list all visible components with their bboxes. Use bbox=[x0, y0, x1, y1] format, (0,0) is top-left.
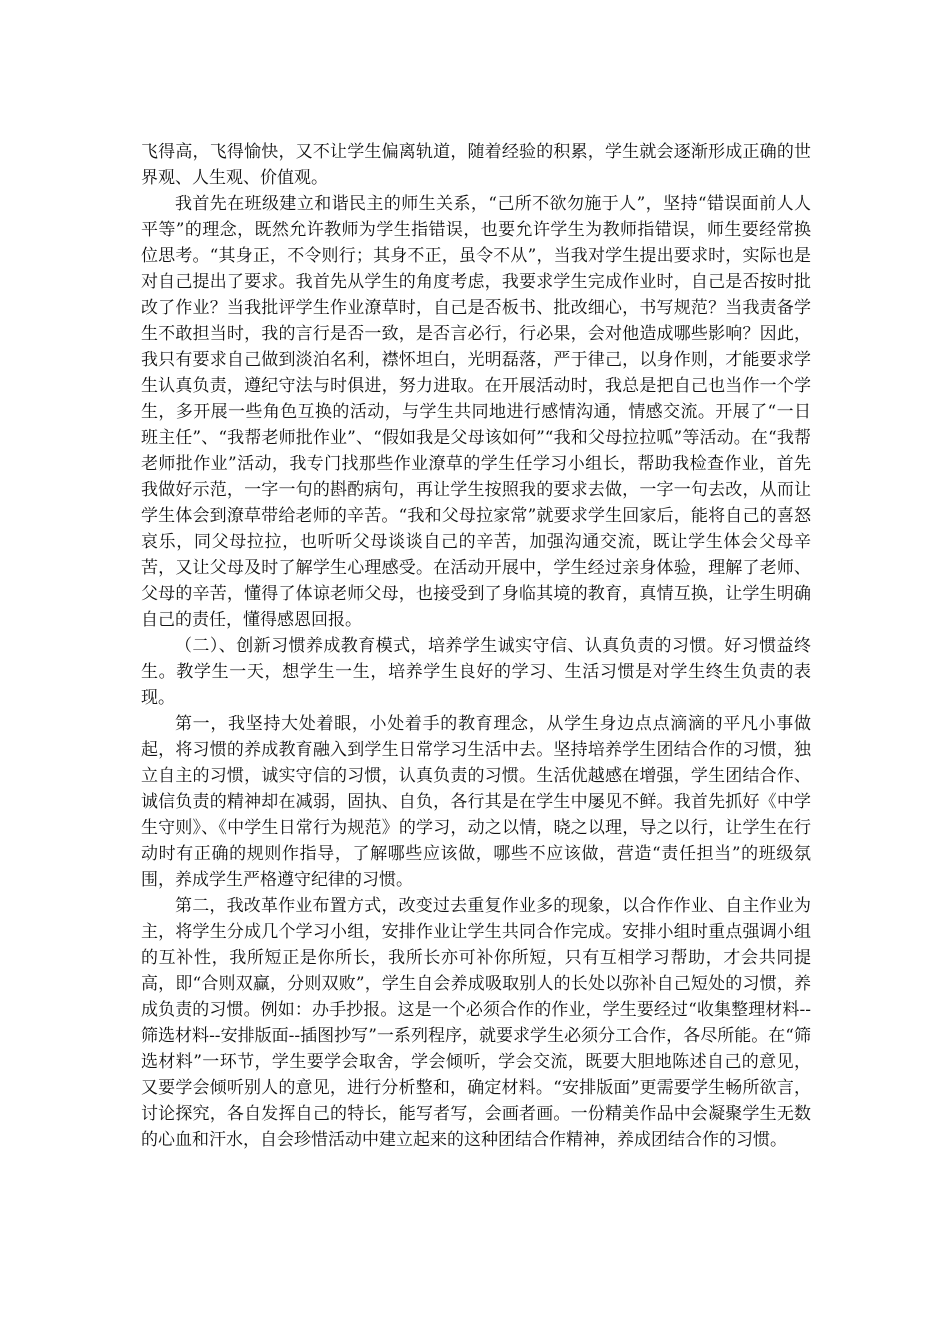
paragraph-first-point: 第一，我坚持大处着眼，小处着手的教育理念，从学生身边点点滴滴的平凡小事做起，将习惯的养成教育融入到学生日常学习生活中去。坚持培养学生团结合作的习惯，独立自主的习惯，诚实守信的习惯，认真负责的习惯。生活优越感在增强，学生团结合作、诚信负责的精神却在减弱，固执、自负，各行其是在学生中屡见不鲜。我首先抓好《中学生守则》、《中学生日常行为规范》的学习，动之以情，晓之以理，导之以行，让学生在行动时有正确的规则作指导，了解哪些应该做，哪些不应该做，营造“责任担当”的班级氛围，养成学生严格遵守纪律的习惯。 bbox=[141, 714, 811, 890]
paragraph-section-two-heading: （二）、创新习惯养成教育模式，培养学生诚实守信、认真负责的习惯。好习惯益终生。教学生一天，想学生一生，培养学生良好的学习、生活习惯是对学生终生负责的表现。 bbox=[141, 636, 811, 708]
paragraph-teacher-student-relationship: 我首先在班级建立和谐民主的师生关系，“己所不欲勿施于人”，坚持“错误面前人人平等”的理念，既然允许教师为学生指错误，也要允许学生为教师指错误，师生要经常换位思考。“其身正，不令则行；其身不正，虽令不从”，当我对学生提出要求时，实际也是对自己提出了要求。我首先从学生的角度考虑，我要求学生完成作业时，自己是否按时批改了作业？当我批评学生作业潦草时，自己是否板书、批改细心，书写规范？当我责备学生不敢担当时，我的言行是否一致，是否言必行，行必果，会对他造成哪些影响？因此，我只有要求自己做到淡泊名利，襟怀坦白，光明磊落，严于律己，以身作则，才能要求学生认真负责，遵纪守法与时俱进，努力进取。在开展活动时，我总是把自己也当作一个学生，多开展一些角色互换的活动，与学生共同地进行感情沟通，情感交流。开展了“一日班主任”、“我帮老师批作业”、“假如我是父母该如何”“我和父母拉拉呱”等活动。在“我帮老师批作业”活动，我专门找那些作业潦草的学生任学习小组长，帮助我检查作业，首先我做好示范，一字一句的斟酌病句，再让学生按照我的要求去做，一字一句去改，从而让学生体会到潦草带给老师的辛苦。“我和父母拉家常”就要求学生回家后，能将自己的喜怒哀乐，同父母拉拉，也听听父母谈谈自己的辛苦，加强沟通交流，既让学生体会父母辛苦，又让父母及时了解学生心理感受。在活动开展中，学生经过亲身体验，理解了老师、父母的辛苦，懂得了体谅老师父母，也接受到了身临其境的教育，真情互换，让学生明确自己的责任，懂得感恩回报。 bbox=[141, 194, 811, 630]
paragraph-continuation: 飞得高，飞得愉快，又不让学生偏离轨道，随着经验的积累，学生就会逐渐形成正确的世界观、人生观、价值观。 bbox=[141, 142, 811, 188]
paragraph-second-point: 第二，我改革作业布置方式，改变过去重复作业多的现象，以合作作业、自主作业为主，将学生分成几个学习小组，安排作业让学生共同合作完成。安排小组时重点强调小组的互补性，我所短正是你所长，我所长亦可补你所短，只有互相学习帮助，才会共同提高，即“合则双赢，分则双败”，学生自会养成吸取别人的长处以弥补自己短处的习惯，养成负责的习惯。例如：办手抄报。这是一个必须合作的作业，学生要经过“收集整理材料--筛选材料--安排版面--插图抄写”一系列程序，就要求学生必须分工合作，各尽所能。在“筛选材料”一环节，学生要学会取舍，学会倾听，学会交流，既要大胆地陈述自己的意见，又要学会倾听别人的意见，进行分析整和，确定材料。“安排版面”更需要学生畅所欲言，讨论探究，各自发挥自己的特长，能写者写，会画者画。一份精美作品中会凝聚学生无数的心血和汗水，自会珍惜活动中建立起来的这种团结合作精神，养成团结合作的习惯。 bbox=[141, 896, 811, 1150]
document-page bbox=[141, 139, 811, 1153]
